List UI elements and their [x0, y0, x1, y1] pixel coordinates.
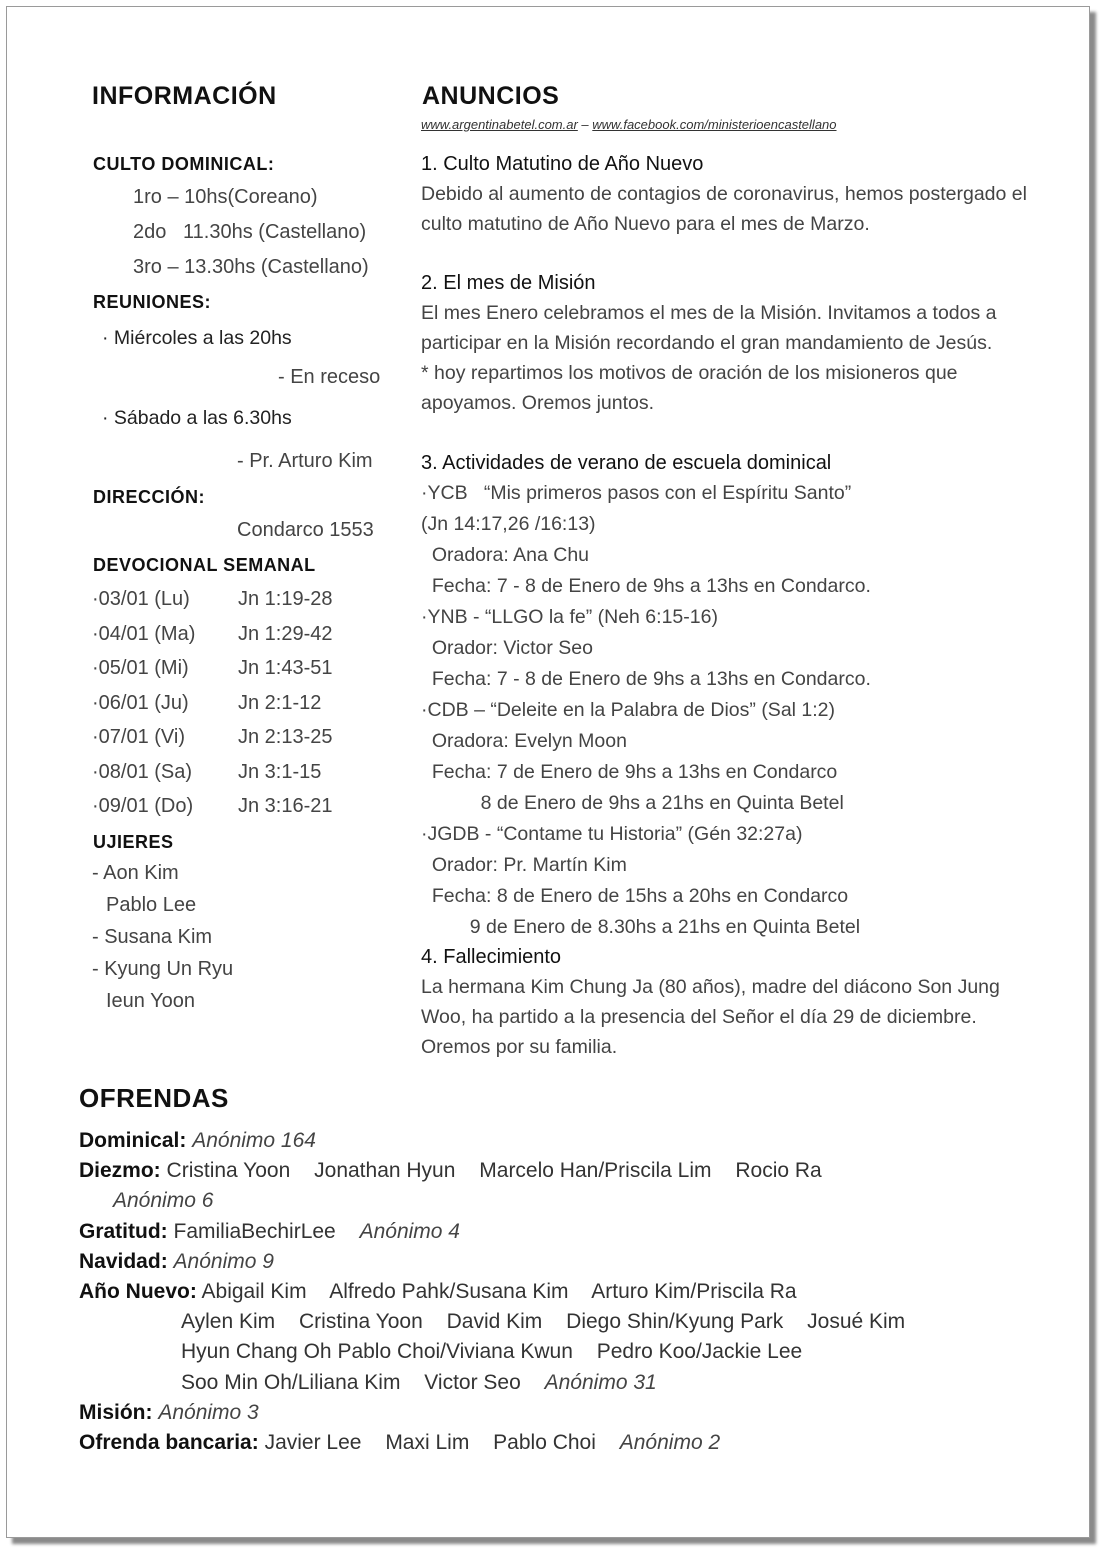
ofrenda-anio-nuevo-cont [79, 1337, 1079, 1367]
announcement-text: El mes Enero celebramos el mes de la Misión. Invitamos a todos a participar en la Misión recordando el gran mandamiento de Jesús. [421, 302, 997, 354]
culto-label: CULTO DOMINICAL: [93, 154, 275, 174]
ofrenda-anio-nuevo [79, 1277, 1079, 1307]
donor-name: Alfredo Pahk/Susana Kim [329, 1279, 569, 1303]
ofrenda-anon: Anónimo 2 [619, 1430, 721, 1454]
direccion-value: Condarco 1553 [237, 519, 374, 541]
reunion-item: · Sábado a las 6.30hs [102, 407, 292, 429]
ofrenda-label: Ofrenda bancaria: [79, 1430, 259, 1454]
announcement-text: Debido al aumento de contagios de coronavirus, hemos postergado el culto matutino de Año Nuevo para el mes de Marzo. [421, 183, 1027, 235]
reuniones-label: REUNIONES: [93, 292, 212, 312]
ujier-line: Ieun Yoon [106, 990, 195, 1012]
activity-line: Oradora: Evelyn Moon [421, 730, 627, 752]
donor-name: Pedro Koo/Jackie Lee [596, 1340, 803, 1364]
culto-item: 2do 11.30hs (Castellano) [133, 221, 367, 243]
donor-name: Soo Min Oh/Liliana Kim [181, 1370, 401, 1394]
ofrenda-anio-nuevo-cont [79, 1307, 1079, 1337]
ujier-line: - Susana Kim [92, 926, 213, 948]
facebook-link[interactable]: www.facebook.com/ministerioencastellano [592, 117, 837, 132]
ofrenda-diezmo [79, 1156, 1079, 1186]
donor-name: Cristina Yoon [299, 1310, 423, 1334]
donor-name: Cristina Yoon [166, 1159, 291, 1183]
ofrenda-gratitud [79, 1217, 1079, 1247]
devocional-ref: Jn 2:13-25 [238, 726, 333, 748]
culto-item: 3ro – 13.30hs (Castellano) [133, 256, 369, 278]
donor-name: David Kim [446, 1310, 543, 1334]
direccion-label: DIRECCIÓN: [93, 487, 205, 507]
activity-line: ·YCB “Mis primeros pasos con el Espíritu Santo” [421, 482, 852, 504]
ujier-line: Pablo Lee [106, 894, 197, 916]
donor-name: Rocio Ra [735, 1159, 822, 1183]
anuncios-links [421, 117, 837, 132]
ofrenda-anon: Anónimo 9 [173, 1249, 274, 1273]
ofrenda-navidad [79, 1247, 1079, 1277]
devocional-date: ·03/01 (Lu) [92, 588, 190, 610]
donor-name: Maxi Lim [385, 1430, 470, 1454]
ofrenda-label: Dominical: [79, 1129, 187, 1152]
ofrenda-anon: Anónimo 164 [192, 1129, 316, 1152]
ofrenda-anon: Anónimo 31 [544, 1370, 657, 1394]
announcement-1 [421, 149, 1041, 239]
ofrenda-mision [79, 1398, 1079, 1428]
activity-line: 8 de Enero de 9hs a 21hs en Quinta Betel [421, 792, 844, 814]
ofrenda-label: Diezmo: [79, 1159, 161, 1183]
donor-name: Pablo Choi [493, 1430, 596, 1454]
ofrenda-anon: Anónimo 6 [113, 1189, 214, 1213]
announcement-4 [421, 942, 1041, 1062]
donor-name: Jonathan Hyun [314, 1159, 456, 1183]
devocional-date: ·09/01 (Do) [92, 795, 194, 817]
announcement-note: * hoy repartimos los motivos de oración de los misioneros que apoyamos. Oremos juntos. [421, 362, 958, 414]
devocional-date: ·05/01 (Mi) [92, 657, 189, 679]
activity-line: 9 de Enero de 8.30hs a 21hs en Quinta Betel [421, 916, 861, 938]
devocional-ref: Jn 1:29-42 [238, 623, 333, 645]
ofrendas-title: OFRENDAS [79, 1083, 229, 1113]
announcement-title: 2. El mes de Misión [421, 272, 596, 294]
donor-name: Josué Kim [807, 1310, 906, 1334]
ofrenda-anio-nuevo-cont [79, 1368, 1079, 1398]
activity-line: Fecha: 7 - 8 de Enero de 9hs a 13hs en Condarco. [421, 575, 871, 597]
announcement-3 [421, 448, 1041, 943]
announcement-title: 4. Fallecimiento [421, 946, 562, 968]
devocional-ref: Jn 3:16-21 [238, 795, 333, 817]
donor-name: Victor Seo [424, 1370, 521, 1394]
ofrenda-label: Año Nuevo: [79, 1279, 197, 1303]
ofrenda-dominical [79, 1126, 1079, 1156]
activity-line: Orador: Pr. Martín Kim [421, 854, 627, 876]
devocional-date: ·04/01 (Ma) [92, 623, 196, 645]
devocional-ref: Jn 3:1-15 [238, 761, 322, 783]
announcement-2 [421, 268, 1041, 418]
culto-item: 1ro – 10hs(Coreano) [133, 186, 318, 208]
announcement-title: 3. Actividades de verano de escuela dominical [421, 452, 832, 474]
link-separator: – [577, 117, 593, 132]
ujieres-label: UJIERES [93, 832, 174, 852]
activity-line: Orador: Victor Seo [421, 637, 593, 659]
donor-name: Hyun Chang Oh [181, 1340, 332, 1364]
devocional-date: ·08/01 (Sa) [92, 761, 193, 783]
ofrenda-label: Gratitud: [79, 1219, 168, 1243]
announcement-title: 1. Culto Matutino de Año Nuevo [421, 153, 704, 175]
ofrendas-list [79, 1126, 1079, 1458]
ofrenda-bancaria [79, 1428, 1079, 1458]
activity-line: (Jn 14:17,26 /16:13) [421, 513, 596, 535]
devocional-ref: Jn 2:1-12 [238, 692, 322, 714]
donor-name: FamiliaBechirLee [173, 1219, 336, 1243]
activity-line: ·CDB – “Deleite en la Palabra de Dios” (Sal 1:2) [421, 699, 836, 721]
website-link[interactable]: www.argentinabetel.com.ar [421, 117, 578, 132]
donor-name: Pablo Choi/Viviana Kwun [337, 1340, 573, 1364]
donor-name: Diego Shin/Kyung Park [566, 1310, 784, 1334]
activity-line: ·YNB - “LLGO la fe” (Neh 6:15-16) [421, 606, 718, 628]
devocional-date: ·06/01 (Ju) [92, 692, 189, 714]
info-title: INFORMACIÓN [92, 82, 277, 110]
donor-name: Marcelo Han/Priscila Lim [479, 1159, 712, 1183]
ofrenda-diezmo-cont [79, 1186, 1079, 1216]
activity-line: Oradora: Ana Chu [421, 544, 590, 566]
donor-name: Abigail Kim [201, 1279, 307, 1303]
announcement-text: La hermana Kim Chung Ja (80 años), madre del diácono Son Jung Woo, ha partido a la presencia del Señor el día 29 de diciembre. Oremos por su familia. [421, 976, 1000, 1058]
ujier-line: - Aon Kim [92, 862, 179, 884]
anuncios-title: ANUNCIOS [422, 82, 560, 110]
devocional-ref: Jn 1:19-28 [238, 588, 333, 610]
ofrenda-anon: Anónimo 3 [158, 1400, 259, 1424]
ofrenda-label: Misión: [79, 1400, 153, 1424]
donor-name: Aylen Kim [181, 1310, 276, 1334]
reunion-note: - Pr. Arturo Kim [237, 450, 373, 472]
reunion-item: · Miércoles a las 20hs [102, 327, 292, 349]
donor-name: Javier Lee [264, 1430, 362, 1454]
activity-line: ·JGDB - “Contame tu Historia” (Gén 32:27a) [421, 823, 803, 845]
donor-name: Arturo Kim/Priscila Ra [591, 1279, 797, 1303]
devocional-date: ·07/01 (Vi) [92, 726, 186, 748]
ofrenda-anon: Anónimo 4 [359, 1219, 460, 1243]
reunion-note: - En receso [278, 366, 381, 388]
activity-line: Fecha: 8 de Enero de 15hs a 20hs en Condarco [421, 885, 849, 907]
ofrenda-label: Navidad: [79, 1249, 168, 1273]
ujier-line: - Kyung Un Ryu [92, 958, 234, 980]
devocional-ref: Jn 1:43-51 [238, 657, 333, 679]
devocional-label: DEVOCIONAL SEMANAL [93, 555, 316, 575]
activity-line: Fecha: 7 - 8 de Enero de 9hs a 13hs en Condarco. [421, 668, 871, 690]
activity-line: Fecha: 7 de Enero de 9hs a 13hs en Condarco [421, 761, 838, 783]
